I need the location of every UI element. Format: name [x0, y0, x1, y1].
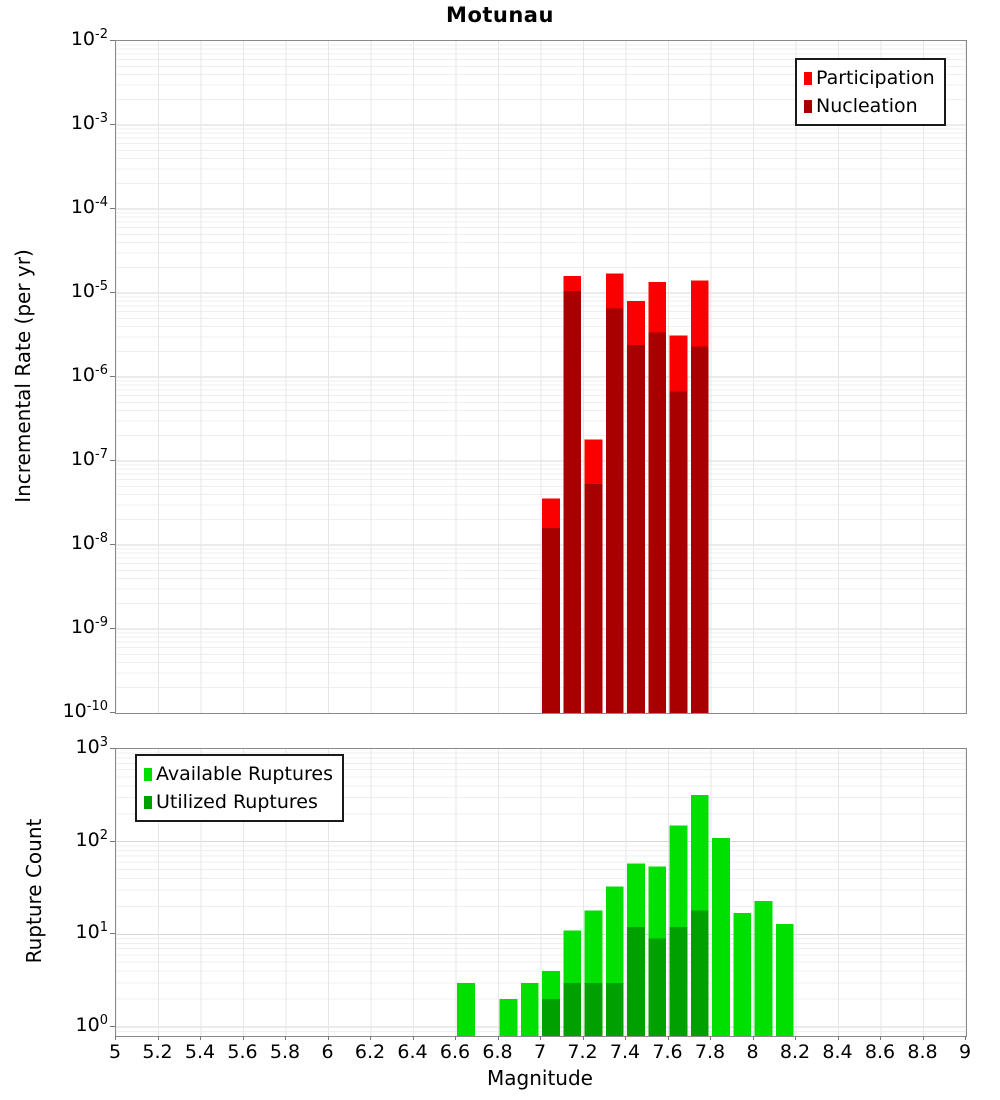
legend-item-nucleation [804, 92, 935, 120]
x-tick-label-5.6: 5.6 [227, 1041, 258, 1063]
x-tick-mark [880, 1036, 881, 1040]
y-tick-label-10e-2: $10^{-2}$ [70, 27, 108, 50]
y-tick-mark [110, 628, 115, 629]
nucleation-bar-m7.6 [670, 392, 688, 713]
available-ruptures-bar-m6.6 [457, 983, 475, 1036]
x-tick-mark [200, 1036, 201, 1040]
y-tick-mark [110, 544, 115, 545]
x-tick-label-8.6: 8.6 [864, 1041, 896, 1063]
nucleation-bar-m7.3 [606, 309, 624, 713]
y-tick-label-10e1: $10^1$ [75, 920, 108, 944]
y-tick-label-10e-7: $10^{-7}$ [70, 447, 108, 470]
x-tick-label-7.2: 7.2 [567, 1041, 598, 1063]
x-tick-label-5.4: 5.4 [184, 1041, 216, 1063]
y-tick-mark [110, 292, 115, 293]
x-tick-label-9: 9 [958, 1041, 972, 1063]
x-axis-label: Magnitude [487, 1066, 593, 1090]
y-tick-mark [110, 40, 115, 41]
x-tick-mark [965, 1036, 966, 1040]
x-tick-label-8.4: 8.4 [822, 1041, 853, 1063]
utilized-ruptures-bar-m7.5 [648, 939, 666, 1036]
count-y-axis-label: Rupture Count [22, 818, 46, 964]
y-tick-mark [110, 712, 115, 713]
y-tick-label-10e2: $10^2$ [75, 827, 108, 851]
y-tick-mark [110, 460, 115, 461]
x-tick-label-7.4: 7.4 [609, 1041, 641, 1063]
x-tick-mark [795, 1036, 796, 1040]
x-tick-mark [625, 1036, 626, 1040]
x-tick-mark [838, 1036, 839, 1040]
x-tick-label-8.2: 8.2 [779, 1041, 811, 1063]
x-tick-mark [498, 1036, 499, 1040]
x-tick-label-8.8: 8.8 [907, 1041, 938, 1063]
legend-label-nucleation: Nucleation [816, 95, 918, 117]
legend-item-participation [804, 64, 935, 92]
utilized-ruptures-bar-m7.6 [670, 927, 688, 1036]
y-tick-mark [110, 1026, 115, 1027]
y-tick-mark [110, 124, 115, 125]
available-ruptures-bar-m8.0 [755, 901, 773, 1036]
x-tick-mark [923, 1036, 924, 1040]
x-tick-mark [413, 1036, 414, 1040]
nucleation-bar-m7.1 [563, 291, 581, 713]
count-legend [135, 754, 344, 822]
available-ruptures-swatch [144, 768, 152, 781]
x-tick-label-6.8: 6.8 [482, 1041, 513, 1063]
y-tick-label-10e-10: $10^{-10}$ [62, 699, 108, 722]
participation-swatch [804, 72, 812, 85]
x-tick-label-5.2: 5.2 [142, 1041, 173, 1063]
y-tick-label-10e-4: $10^{-4}$ [70, 195, 108, 218]
x-tick-mark [158, 1036, 159, 1040]
x-tick-mark [710, 1036, 711, 1040]
x-tick-label-6.4: 6.4 [397, 1041, 428, 1063]
x-tick-label-6.6: 6.6 [439, 1041, 471, 1063]
rate-y-axis-label: Incremental Rate (per yr) [11, 249, 35, 503]
legend-item-utilized-ruptures [144, 788, 333, 816]
y-tick-label-10e-8: $10^{-8}$ [70, 531, 108, 554]
utilized-ruptures-swatch [144, 796, 152, 809]
y-tick-label-10e-6: $10^{-6}$ [70, 363, 108, 386]
x-tick-label-5: 5 [108, 1041, 122, 1063]
x-tick-mark [285, 1036, 286, 1040]
y-tick-label-10e-5: $10^{-5}$ [70, 279, 108, 302]
utilized-ruptures-bar-m7.2 [585, 983, 603, 1036]
x-tick-mark [540, 1036, 541, 1040]
utilized-ruptures-bar-m7.3 [606, 983, 624, 1036]
x-tick-mark [753, 1036, 754, 1040]
y-tick-mark [110, 841, 115, 842]
x-tick-mark [370, 1036, 371, 1040]
available-ruptures-bar-m8.1 [776, 924, 794, 1036]
y-tick-label-10e3: $10^3$ [75, 735, 108, 758]
nucleation-bar-m7.5 [648, 332, 666, 713]
y-tick-label-10e0: $10^0$ [75, 1013, 108, 1037]
available-ruptures-bar-m7.8 [712, 838, 730, 1036]
chart-title: Motunau [446, 3, 554, 27]
x-tick-label-7.6: 7.6 [652, 1041, 683, 1063]
nucleation-bar-m7.0 [542, 528, 560, 713]
utilized-ruptures-bar-m7.1 [563, 983, 581, 1036]
available-ruptures-bar-m6.8 [500, 999, 518, 1036]
x-tick-label-5.8: 5.8 [269, 1041, 301, 1063]
legend-label-utilized-ruptures: Utilized Ruptures [156, 791, 318, 813]
nucleation-bar-m7.4 [627, 345, 645, 713]
x-tick-label-8: 8 [746, 1041, 759, 1063]
utilized-ruptures-bar-m7.4 [627, 927, 645, 1036]
x-tick-label-6.2: 6.2 [354, 1041, 386, 1063]
y-tick-mark [110, 376, 115, 377]
y-tick-mark [110, 208, 115, 209]
nucleation-bar-m7.7 [691, 347, 709, 713]
x-tick-label-6: 6 [321, 1041, 334, 1063]
utilized-ruptures-bar-m7.0 [542, 999, 560, 1036]
legend-label-participation: Participation [816, 67, 935, 89]
y-tick-label-10e-9: $10^{-9}$ [70, 615, 108, 638]
x-tick-mark [455, 1036, 456, 1040]
rate-panel [115, 40, 967, 714]
y-tick-mark [110, 933, 115, 934]
x-tick-label-7: 7 [533, 1041, 547, 1063]
x-tick-mark [328, 1036, 329, 1040]
nucleation-swatch [804, 100, 812, 113]
x-tick-label-7.8: 7.8 [694, 1041, 726, 1063]
y-tick-mark [110, 748, 115, 749]
y-tick-label-10e-3: $10^{-3}$ [70, 111, 108, 134]
x-tick-mark [115, 1036, 116, 1040]
x-tick-mark [583, 1036, 584, 1040]
x-tick-mark [243, 1036, 244, 1040]
x-tick-mark [668, 1036, 669, 1040]
nucleation-bar-m7.2 [585, 484, 603, 713]
available-ruptures-bar-m6.9 [521, 983, 539, 1036]
legend-item-available-ruptures [144, 760, 333, 788]
legend-label-available-ruptures: Available Ruptures [156, 763, 333, 785]
rate-legend [795, 58, 946, 126]
rate-plot-area [116, 41, 966, 713]
available-ruptures-bar-m7.9 [733, 913, 751, 1036]
utilized-ruptures-bar-m7.7 [691, 911, 709, 1036]
